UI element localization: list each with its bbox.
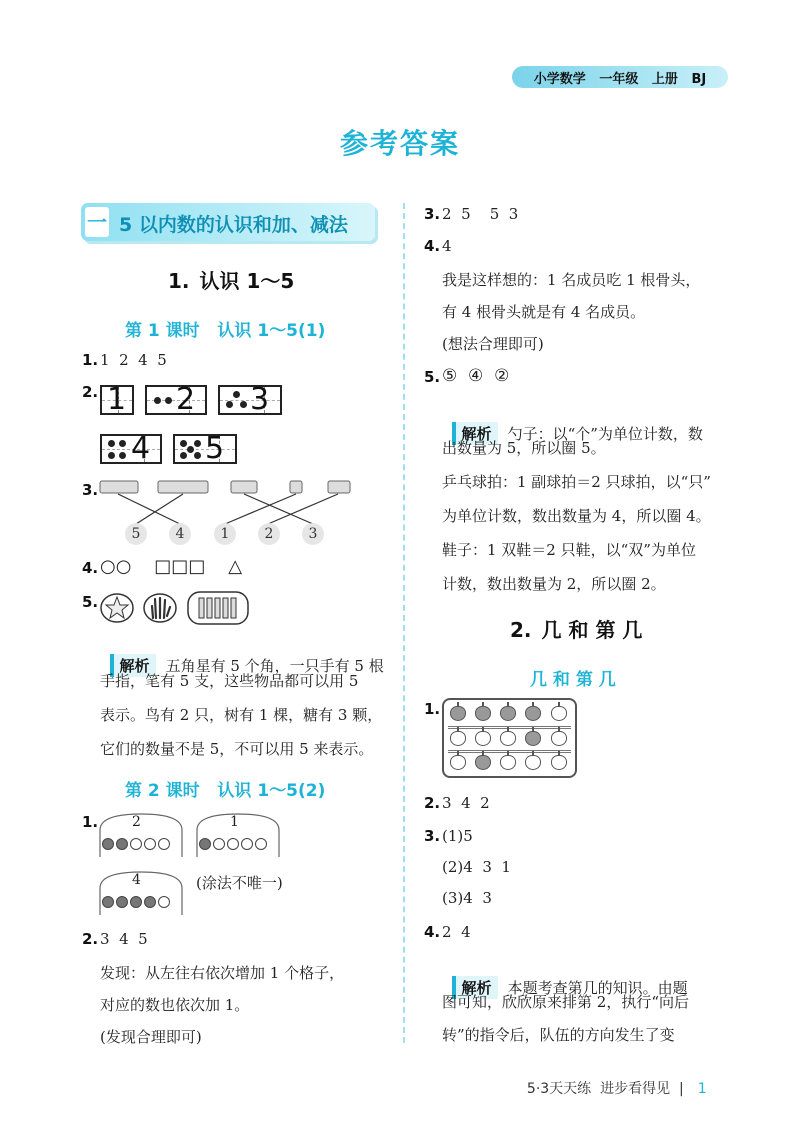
analysis-tag: 解析 (110, 654, 156, 677)
analysis-line: 手指，笔有 5 支，这些物品都可以用 5 (100, 672, 359, 690)
answer-line: (1)5 (442, 827, 473, 845)
analysis-line: 计数，数出数量为 2，所以圈 2。 (442, 575, 666, 593)
bead (130, 838, 142, 850)
bead (158, 838, 170, 850)
apple-icon (450, 731, 466, 746)
writing-box: 3 (218, 385, 282, 415)
question-number: 2. (82, 930, 99, 948)
bead (116, 838, 128, 850)
bead (144, 838, 156, 850)
bead (102, 838, 114, 850)
page-title: 参考答案 (339, 127, 460, 160)
grade-badge: 小学数学 一年级 上册 BJ (512, 66, 728, 88)
apple-icon (500, 755, 516, 770)
question-number: 5. (82, 593, 99, 611)
lesson-heading-2: 2. 几 和 第 几 (510, 618, 643, 642)
analysis-line: 鞋子：1 双鞋＝2 只鞋，以“双”为单位 (442, 541, 696, 559)
apple-icon (500, 731, 516, 746)
answer-line: 对应的数也依次加 1。 (100, 996, 250, 1014)
period-heading-3: 几 和 第 几 (530, 670, 616, 690)
answer-line: (想法合理即可) (442, 335, 544, 353)
analysis-line: 转”的指令后，队伍的方向发生了变 (442, 1026, 675, 1044)
question-number: 1. (424, 700, 441, 718)
analysis-line: 为单位计数，数出数量为 4，所以圈 4。 (442, 507, 711, 525)
section-number: 一 (85, 207, 109, 237)
frame-label: 2 (132, 814, 141, 830)
number-circle: 2 (258, 523, 280, 545)
answer-text: 4 (442, 237, 452, 255)
page-footer: 5·3天天练 进步看得见 | 1 (526, 1081, 707, 1097)
answer-text: ⑤ ④ ② (442, 366, 510, 386)
bead (116, 896, 128, 908)
frame-label: 4 (132, 872, 141, 888)
analysis-line: 它们的数量不是 5，不可以用 5 来表示。 (100, 740, 374, 758)
writing-box: 4 (100, 434, 162, 464)
apple-icon (525, 706, 541, 721)
counting-frame (99, 812, 183, 858)
note-text: (涂法不唯一) (196, 874, 283, 892)
analysis-tag: 解析 (452, 422, 498, 445)
analysis-line: 表示。鸟有 2 只，树有 1 棵，糖有 3 颗， (100, 706, 383, 724)
page-number: 1 (697, 1081, 707, 1097)
period-heading-2: 第 2 课时 认识 1～5(2) (125, 781, 326, 801)
apple-icon (551, 731, 567, 746)
bead (241, 838, 253, 850)
apple-icon (450, 755, 466, 770)
question-number: 4. (424, 923, 441, 941)
bead (130, 896, 142, 908)
analysis-line: 乒乓球拍：1 副球拍＝2 只球拍，以“只” (442, 473, 711, 491)
question-number: 3. (424, 205, 441, 223)
writing-box: 1 (100, 385, 134, 415)
question-number: 4. (82, 559, 99, 577)
block-stack (290, 481, 302, 493)
answer-text: 3 4 5 (100, 930, 148, 948)
bead (144, 896, 156, 908)
bead (213, 838, 225, 850)
apple-icon (551, 706, 567, 721)
answer-line: (2)4 3 1 (442, 858, 511, 876)
question-number: 1. (82, 351, 99, 369)
hand-icon (142, 592, 178, 624)
analysis-line: 出数量为 5，所以圈 5。 (442, 439, 606, 457)
number-circle: 3 (302, 523, 324, 545)
answer-text: 2 4 (442, 923, 471, 941)
apple-icon (475, 755, 491, 770)
question-number: 5. (424, 368, 441, 386)
pencils-icon (187, 591, 249, 625)
analysis-block: 解析 五角星有 5 个角，一只手有 5 根 (100, 636, 384, 677)
column-divider (403, 203, 405, 1043)
apple-icon (500, 706, 516, 721)
block-stack (100, 481, 138, 493)
number-circle: 1 (214, 523, 236, 545)
bead (255, 838, 267, 850)
bead (227, 838, 239, 850)
period-heading-1: 第 1 课时 认识 1～5(1) (125, 321, 326, 341)
apple-icon (551, 755, 567, 770)
apple-icon (475, 731, 491, 746)
answer-text: 3 4 2 (442, 794, 490, 812)
counting-frame (99, 870, 183, 916)
lesson-heading-1: 1. 认识 1～5 (168, 269, 295, 293)
question-number: 2. (424, 794, 441, 812)
answer-line: (发现合理即可) (100, 1028, 202, 1046)
number-circle: 5 (125, 523, 147, 545)
question-number: 4. (424, 237, 441, 255)
question-number: 1. (82, 813, 99, 831)
answer-text: 2 5 5 3 (442, 205, 519, 223)
bead (158, 896, 170, 908)
analysis-tag: 解析 (452, 976, 498, 999)
shapes-answer: ○○ □□□ △ (100, 556, 243, 577)
answer-line: 我是这样想的：1 名成员吃 1 根骨头， (442, 271, 701, 289)
block-stack (158, 481, 208, 493)
analysis-line: 图可知，欣欣原来排第 2，执行“向后 (442, 993, 689, 1011)
writing-box: 2 (145, 385, 207, 415)
apple-icon (475, 706, 491, 721)
answer-line: (3)4 3 (442, 889, 492, 907)
analysis-block: 解析 勺子：以“个”为单位计数，数 (442, 404, 703, 445)
star-icon (99, 592, 135, 624)
question-number: 3. (424, 827, 441, 845)
apple-icon (450, 706, 466, 721)
answer-line: 有 4 根骨头就是有 4 名成员。 (442, 303, 646, 321)
analysis-block: 解析 本题考查第几的知识。由题 (442, 958, 688, 999)
bead (102, 896, 114, 908)
apple-icon (525, 731, 541, 746)
apple-icon (525, 755, 541, 770)
block-stack (328, 481, 350, 493)
section-banner (81, 199, 381, 245)
section-title: 5 以内数的认识和加、减法 (119, 214, 348, 236)
number-circle: 4 (169, 523, 191, 545)
frame-label: 1 (230, 814, 239, 830)
question-number: 2. (82, 383, 99, 401)
answer-text: 1 2 4 5 (100, 351, 167, 369)
writing-box: 5 (173, 434, 237, 464)
answer-line: 发现：从左往右依次增加 1 个格子， (100, 964, 345, 982)
bead (199, 838, 211, 850)
block-stack (231, 481, 257, 493)
question-number: 3. (82, 481, 99, 499)
